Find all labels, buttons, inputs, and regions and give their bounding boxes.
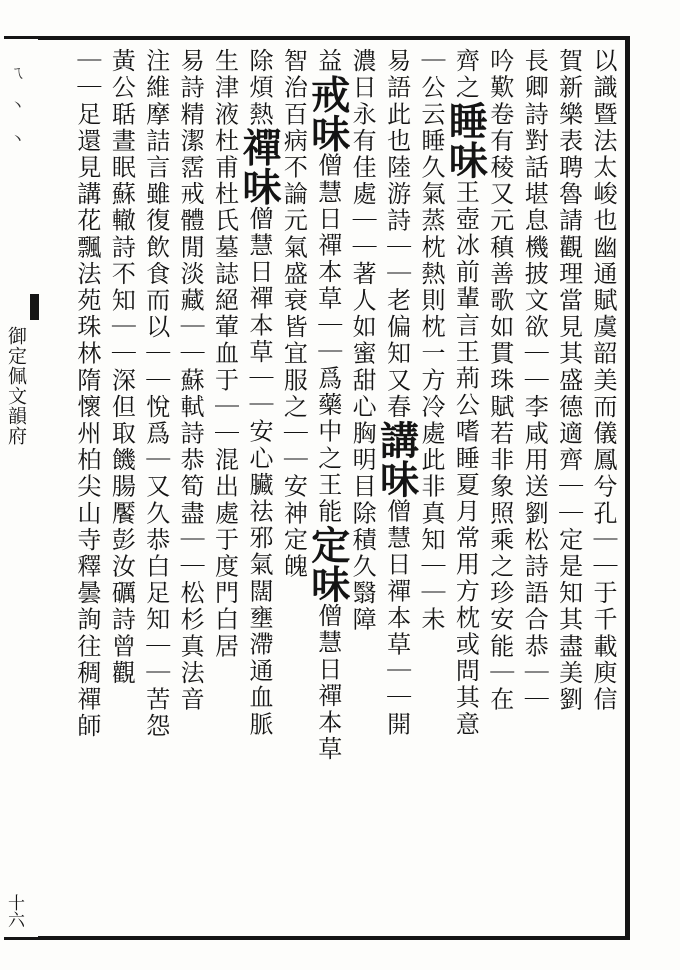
text-run: 易詩精潔霑戒體閒淡藏｜｜蘇軾詩恭筍盡｜｜松杉真法音 [176, 48, 205, 713]
entry-heading: 禪味 [235, 127, 282, 206]
text-column [373, 48, 420, 932]
text-run: ｜ [416, 48, 445, 75]
text-run: 杜甫杜氏墓誌絕葷血于｜｜混出處于度門白居 [210, 127, 239, 660]
text-run: 僧慧日禪本草｜｜安心臟祛邪氣闊壅滯通血脈 [244, 205, 273, 738]
fore-edge-top-rule [4, 36, 38, 39]
text-run: 心胸明目除積久翳障 [348, 393, 377, 634]
text-column [482, 48, 516, 932]
fore-edge-marks: ㄟ 丶 丶 [7, 64, 26, 153]
text-run: 僧慧日禪本草 [313, 603, 342, 763]
text-run: 賀新樂表聘魯請觀理當見其盛德適齊｜｜定是知其盡美劉 [554, 48, 583, 713]
text-run: 易語此也陸游詩｜｜老偏知又春 [382, 48, 411, 421]
text-block [50, 48, 620, 932]
folio-number: 十六 [4, 894, 24, 928]
entry-heading: 定味 [304, 525, 351, 604]
text-column [207, 48, 241, 932]
text-run: 智 [279, 48, 308, 75]
text-run: 長卿詩對話堪息機披文欲｜｜李咸用送劉松詩語合恭｜｜ [520, 48, 549, 713]
fore-edge-strip [0, 36, 40, 940]
text-column [517, 48, 551, 932]
text-run: ｜｜足還見講花飄法苑珠林隋懷州柏尖山寺釋曇詢往稠禪師 [72, 48, 101, 740]
text-run: 公云睡久氣蒸枕熱則枕一方冷處此非真知｜｜未 [416, 74, 445, 634]
text-column [442, 48, 489, 932]
text-column [138, 48, 172, 932]
text-column [551, 48, 585, 932]
fore-edge-bottom-rule [4, 937, 38, 940]
text-run: 以識暨法太峻也幽通賦虞韶美而儀鳳兮孔｜｜于千載庾信 [589, 48, 617, 713]
text-run: 吟歎卷有稜又元稹善歌如貫珠賦若非象照乘之珍安能｜在 [485, 48, 514, 713]
text-run: 僧慧日禪本草｜｜爲藥中之王能 [313, 152, 342, 526]
text-run: ｜｜安神定魄 [279, 420, 308, 581]
text-run: 益 [313, 48, 342, 75]
entry-heading: 戒味 [304, 74, 351, 153]
text-run: 王壺冰前輩言王荊公嗜睡夏月常用方枕或問其意 [451, 179, 480, 738]
text-run: 濃日永有佳處｜｜著人如蜜甜 [348, 48, 377, 394]
text-column [304, 48, 351, 932]
entry-heading: 講味 [373, 420, 420, 499]
text-run: 生津液 [210, 48, 239, 128]
text-column [70, 48, 104, 932]
text-run: 治百病不論元氣盛衰皆宜服之 [279, 74, 308, 421]
fore-edge-title: 御定佩文韻府 [5, 326, 27, 446]
text-run: 黃公聒晝眠蘇轍詩不知｜｜深但取饑腸饜彭汝礪詩曾觀 [107, 48, 136, 687]
text-column [345, 48, 379, 932]
text-column [173, 48, 207, 932]
entry-heading: 睡味 [442, 101, 489, 180]
text-run: 注維摩詰言雖復飲食而以｜｜悅爲｜又久恭白足知｜｜苦怨 [141, 48, 170, 740]
text-column [235, 48, 282, 932]
text-column [104, 48, 138, 932]
text-run: 僧慧日禪本草｜｜開 [382, 498, 411, 738]
text-run: 齊之 [451, 48, 480, 102]
text-run: 除煩熱 [244, 48, 273, 128]
text-column [586, 48, 620, 932]
